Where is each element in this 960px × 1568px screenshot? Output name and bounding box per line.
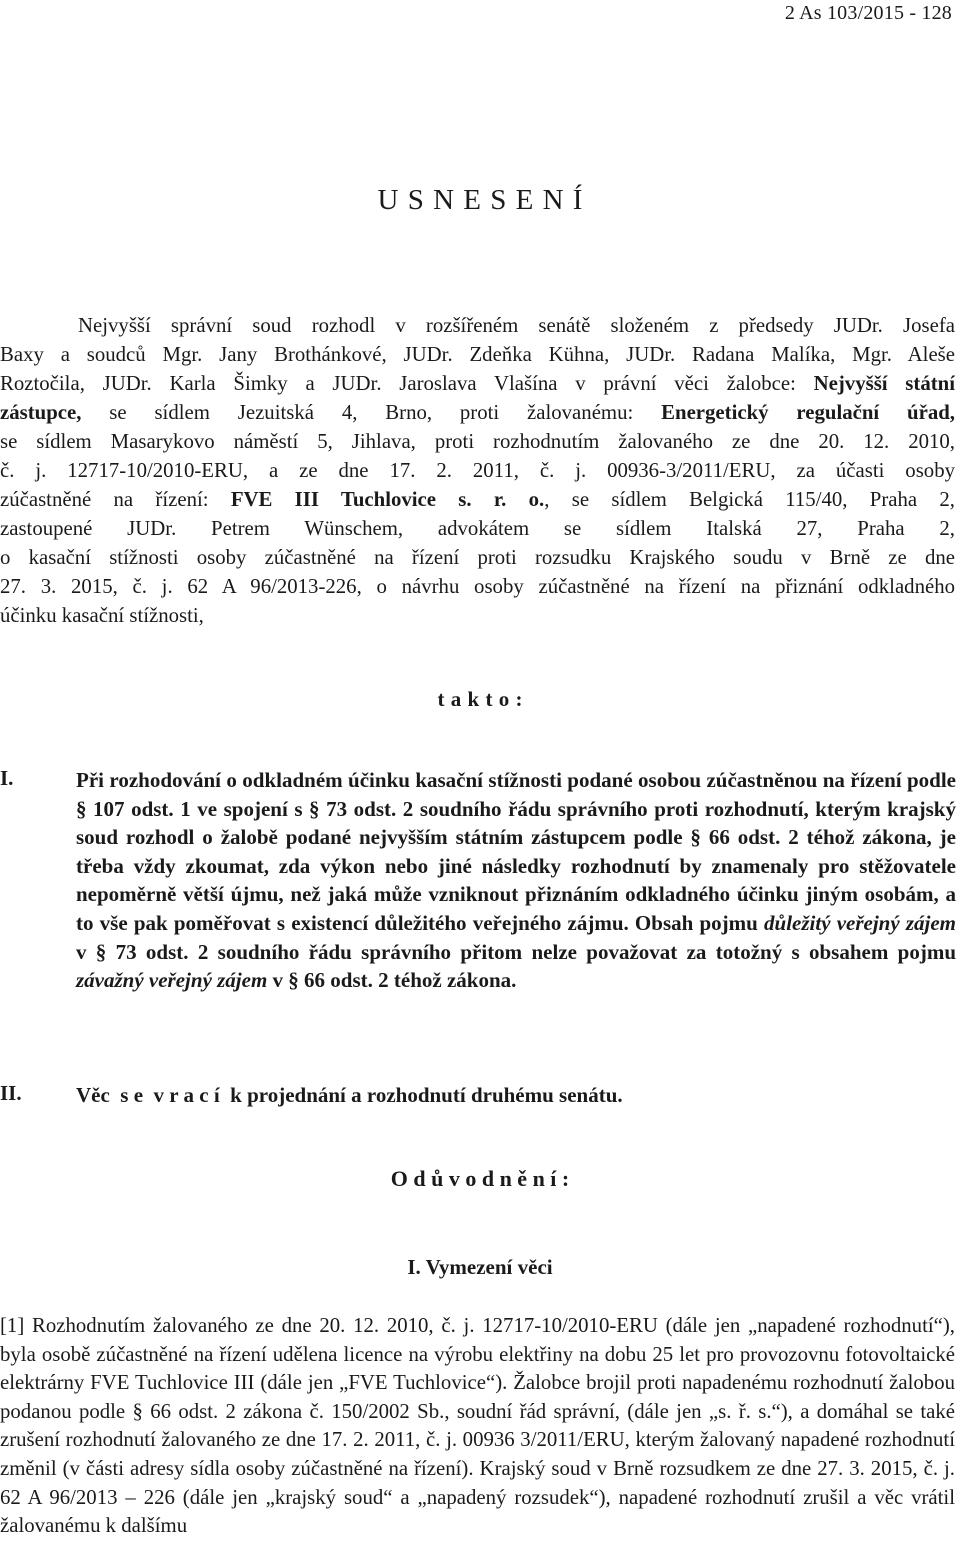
intro-line-11: účinku kasační stížnosti, — [0, 604, 204, 627]
plaintiff-name-cont: zástupce, — [0, 401, 82, 424]
intro-line-3: Roztočila, JUDr. Karla Šimky a JUDr. Jaroslava Vlašína v právní věci žalobce: Nejvyšší státní — [0, 372, 955, 395]
intro-line-9: o kasační stížnosti osoby zúčastněné na řízení proti rozsudku Krajského soudu v Brně ze dne — [0, 546, 955, 569]
paragraph-1: [1] Rozhodnutím žalovaného ze dne 20. 12. 2010, č. j. 12717-10/2010-ERU (dále jen „napadené rozhodnutí“), byla osobě zúčastněné na řízení udělena licence na výrobu elektřiny na dobu 25 let pro provozovnu fotovoltaické elektrárny FVE Tuchlovice III (dále jen „FVE Tuchlovice“). Žalobce brojil proti napadenému rozhodnutí žalobou podanou podle § 66 odst. 2 zákona č. 150/2002 Sb., soudní řád správní, (dále jen „s. ř. s.“), a domáhal se také zrušení rozhodnutí žalovaného ze dne 17. 2. 2011, č. j. 00936 3/2011/ERU, kterým žalovaný napadené rozhodnutí změnil (v části adresy sídla osoby zúčastněné na řízení). Krajský soud v Brně rozsudkem ze dne 27. 3. 2015, č. j. 62 A 96/2013 – 226 (dále jen „krajský soud“ a „napadený rozsudek“), napadené rozhodnutí zrušil a věc vrátil žalovanému k dalšímu — [0, 1314, 955, 1538]
participant-name: FVE III Tuchlovice s. r. o. — [230, 488, 545, 511]
intro-line-10: 27. 3. 2015, č. j. 62 A 96/2013-226, o návrhu osoby zúčastněné na řízení na přiznání odkladného — [0, 575, 955, 598]
verdict-2-text: Věc s e v r a c í k projednání a rozhodnutí druhému senátu. — [76, 1083, 623, 1107]
verdict-2-number: II. — [0, 1081, 22, 1105]
case-number: 2 As 103/2015 - 128 — [784, 2, 952, 24]
plaintiff-name: Nejvyšší státní — [813, 372, 955, 395]
intro-line-6: č. j. 12717-10/2010-ERU, a ze dne 17. 2. 2011, č. j. 00936-3/2011/ERU, za účasti osoby — [0, 459, 955, 482]
intro-line-2: Baxy a soudců Mgr. Jany Brothánkové, JUDr. Zdeňka Kühna, JUDr. Radana Malíka, Mgr. Aleše — [0, 343, 955, 366]
intro-line-7: zúčastněné na řízení: FVE III Tuchlovice s. r. o., se sídlem Belgická 115/40, Praha 2, — [0, 488, 955, 511]
intro-line-5: se sídlem Masarykovo náměstí 5, Jihlava, proti rozhodnutím žalovaného ze dne 20. 12. 2010, — [0, 430, 955, 453]
term-important-public-interest: důležitý veřejný zájem — [764, 910, 956, 935]
takto-heading: t a k t o : — [437, 687, 523, 711]
document-title: U S N E S E N Í — [377, 184, 583, 216]
defendant-name: Energetický regulační úřad, — [661, 401, 955, 424]
verdict-1-number: I. — [0, 766, 14, 790]
term-serious-public-interest: závažný veřejný zájem — [76, 968, 268, 993]
section-heading: I. Vymezení věci — [407, 1255, 553, 1279]
verdict-1-text: Při rozhodování o odkladném účinku kasační stížnosti podané osobou zúčastněnou na řízení podle § 107 odst. 1 ve spojení s § 73 odst. 2 soudního řádu správního proti rozhodnutí, kterým krajský soud rozhodl o žalobě podané nejvyšším státním zástupcem podle § 66 odst. 2 téhož zákona, je třeba vždy zkoumat, zda výkon nebo jiné následky rozhodnutí by znamenaly pro stěžovatele nepoměrně větší újmu, než jaká může vzniknout přiznáním odkladného účinku jiným osobám, a to vše pak poměřovat s existencí důležitého veřejného zájmu. Obsah pojmu důležitý veřejný zájem v § 73 odst. 2 soudního řádu správního přitom nelze považovat za totožný s obsahem pojmu závažný veřejný zájem v § 66 odst. 2 téhož zákona. — [76, 768, 956, 993]
intro-line-1: Nejvyšší správní soud rozhodl v rozšířeném senátě složeném z předsedy JUDr. Josefa — [78, 314, 955, 337]
reasoning-heading: O d ů v o d n ě n í : — [390, 1166, 570, 1191]
intro-line-4: zástupce, se sídlem Jezuitská 4, Brno, proti žalovanému: Energetický regulační úřad, — [0, 401, 955, 424]
intro-line-8: zastoupené JUDr. Petrem Wünschem, advokátem se sídlem Italská 27, Praha 2, — [0, 517, 955, 540]
